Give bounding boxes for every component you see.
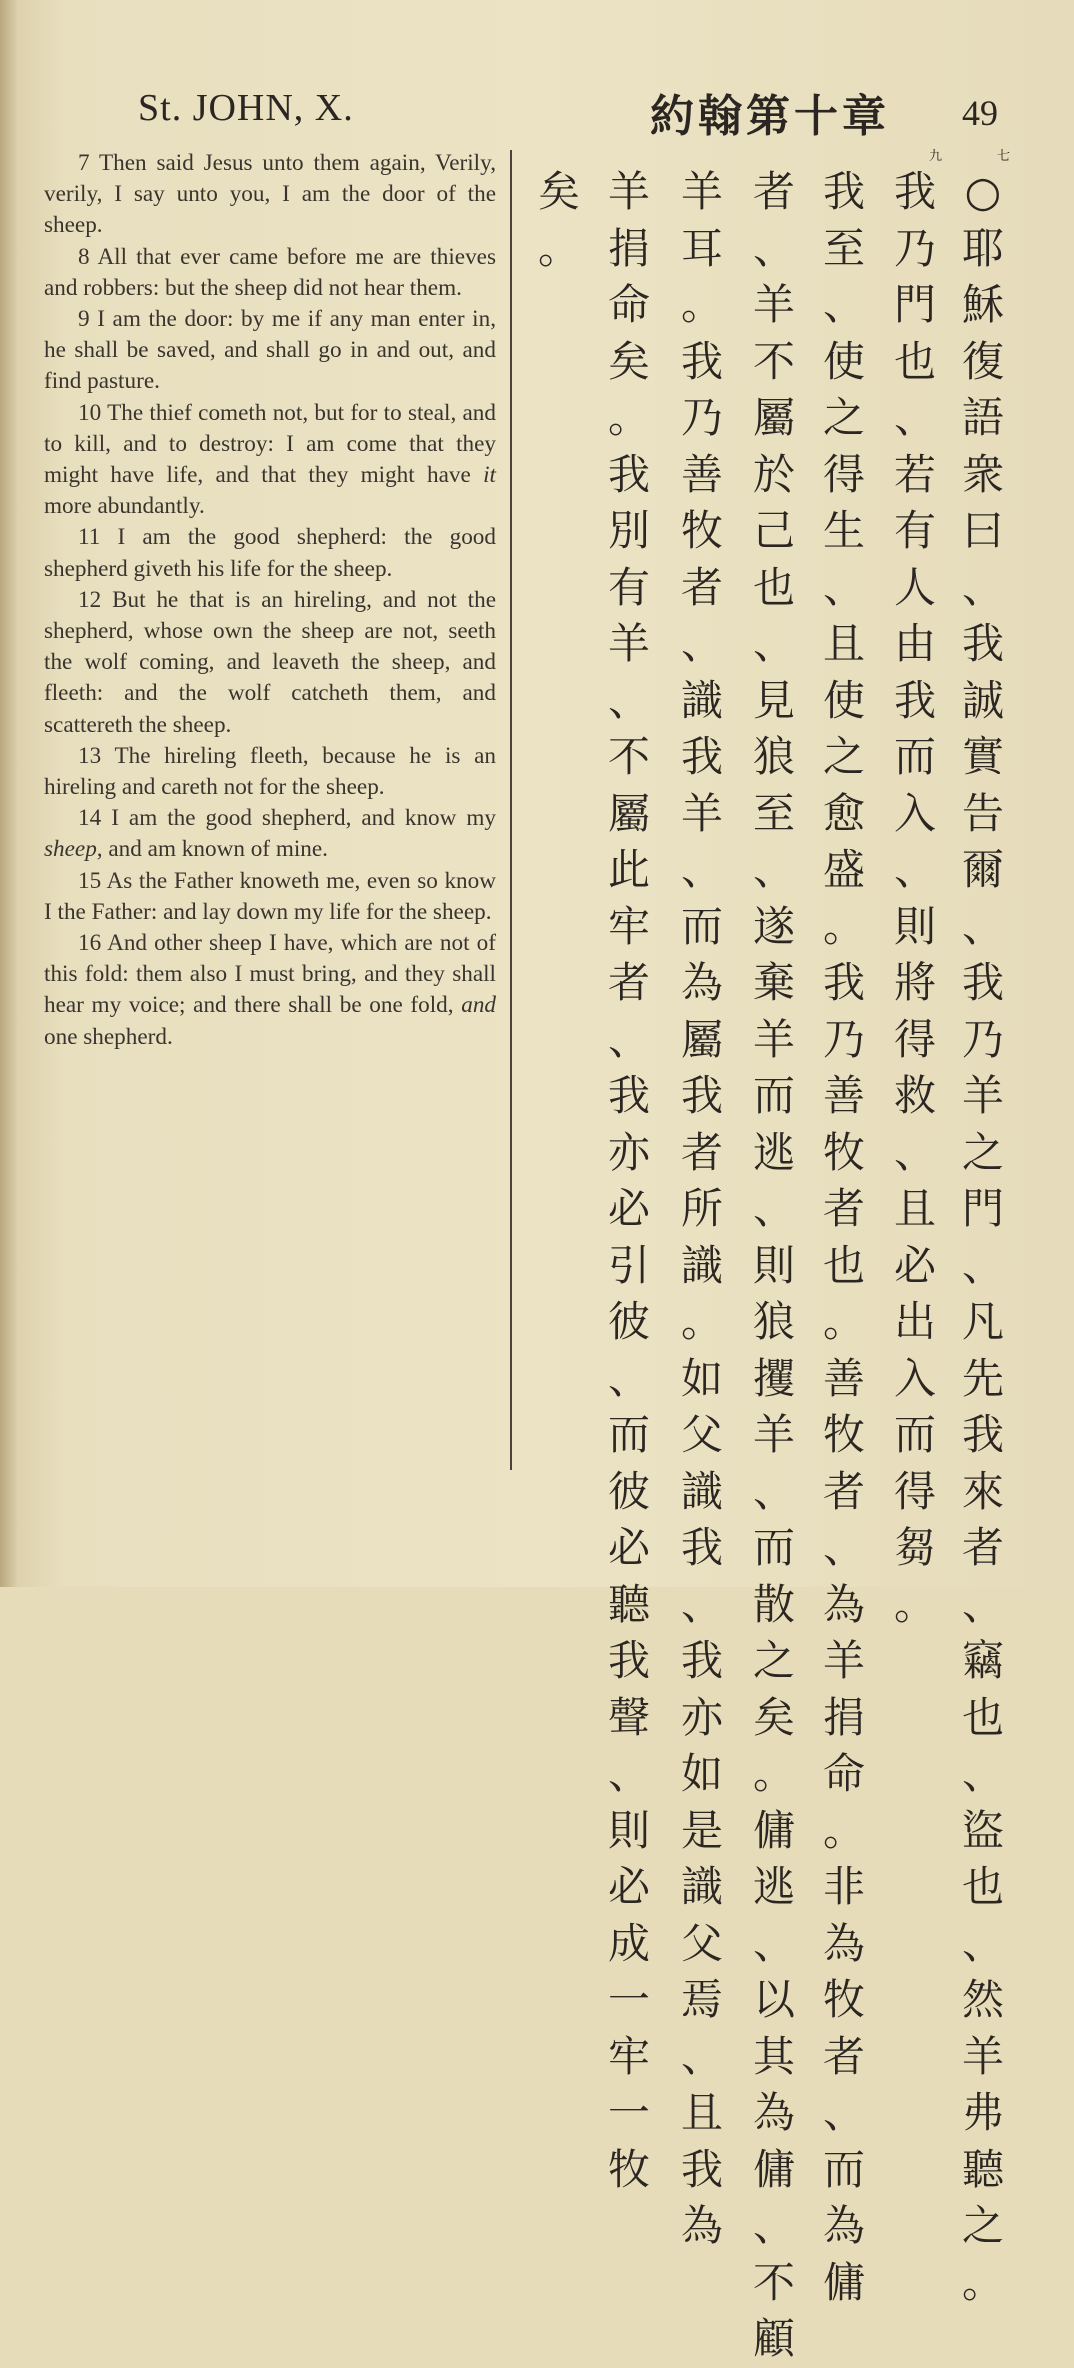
chinese-column-1 [956, 150, 1010, 2311]
page-number: 49 [962, 93, 998, 133]
verse-7: 7 Then said Jesus unto them again, Verily, verily, I say unto you, I am the door of the sheep. [44, 150, 496, 239]
chinese-column-text: 羊 捐 命 矣 。 我 別 有 羊 、 不 屬 此 牢 者 、 我 亦 必 引 彼 、 而 彼 必 聽 我 聲 、 則 必 成 一 牢 一 牧 [607, 167, 650, 2194]
english-text-column [44, 148, 496, 1053]
verse-marker: 七 [996, 149, 1010, 164]
chinese-running-title: 約翰第十章 [650, 91, 890, 142]
verse-16: 16 And other sheep I have, which are not of this fold: them also I must bring, and they shall hear my voice; and there shall be one fold, and one shepherd. [44, 930, 496, 1050]
verse-10: 10 The thief cometh not, but for to steal, and to kill, and to destroy: I am come that they might have life, and that they might have it more abundantly. [44, 399, 496, 520]
verse-15: 15 As the Father knoweth me, even so know I the Father: and lay down my life for the sheep. [44, 867, 496, 925]
verse-marker: 九 [928, 149, 942, 164]
chinese-column-5 [675, 164, 729, 2255]
english-running-title: St. JOHN, X. [138, 87, 354, 129]
chinese-column-text: 我 至 、 使 之 得 生 、 且 使 之 愈 盛 。 我 乃 善 牧 者 也 。 善 牧 者 、 為 羊 捐 命 。 非 為 牧 者 、 而 為 傭 [822, 167, 865, 2307]
verse-14: 14 I am the good shepherd, and know my sheep, and am known of mine. [44, 805, 497, 863]
chinese-column-text: 我 乃 門 也 、 若 有 人 由 我 而 入 、 則 將 得 救 、 且 必 出 入 而 得 芻 。 [893, 167, 936, 1629]
chinese-column-6 [602, 164, 656, 2198]
chinese-column-2 [888, 150, 942, 1633]
chinese-column-3 [817, 164, 871, 2311]
verse-12: 12 But he that is an hireling, and not the shepherd, whose own the sheep are not, seeth the wolf coming, and leaveth the sheep, and fleeth: and the wolf catcheth them, and scattereth the sheep. [44, 586, 496, 738]
chinese-column-text: 羊 耳 。 我 乃 善 牧 者 、 識 我 羊 、 而 為 屬 我 者 所 識 。 如 父 識 我 、 我 亦 如 是 識 父 焉 、 且 我 為 [680, 167, 723, 2250]
chinese-column-7 [532, 164, 586, 277]
chinese-column-text: 矣 。 [537, 167, 580, 273]
verse-11: 11 I am the good shepherd: the good shepherd giveth his life for the sheep. [44, 524, 496, 582]
verse-13: 13 The hireling fleeth, because he is an hireling and careth not for the sheep. [44, 742, 496, 801]
verse-8: 8 All that ever came before me are thieves and robbers: but the sheep did not hear them. [44, 243, 496, 301]
chinese-column-text: 者 、 羊 不 屬 於 己 也 、 見 狼 至 、 遂 棄 羊 而 逃 、 則 狼 攫 羊 、 而 散 之 矣 。 傭 逃 、 以 其 為 傭 、 不 顧 [752, 167, 795, 2363]
column-divider [510, 150, 512, 1470]
chinese-text-block [528, 149, 1018, 2363]
chinese-column-text: ○ 耶 穌 復 語 衆 曰 、 我 誠 實 告 爾 、 我 乃 羊 之 門 、 凡 先 我 來 者 、 竊 也 、 盜 也 、 然 羊 弗 聽 之 。 [961, 167, 1004, 2307]
chinese-column-4 [747, 164, 801, 2368]
verse-9: 9 I am the door: by me if any man enter in, he shall be saved, and shall go in and out, and find pasture. [44, 306, 497, 395]
